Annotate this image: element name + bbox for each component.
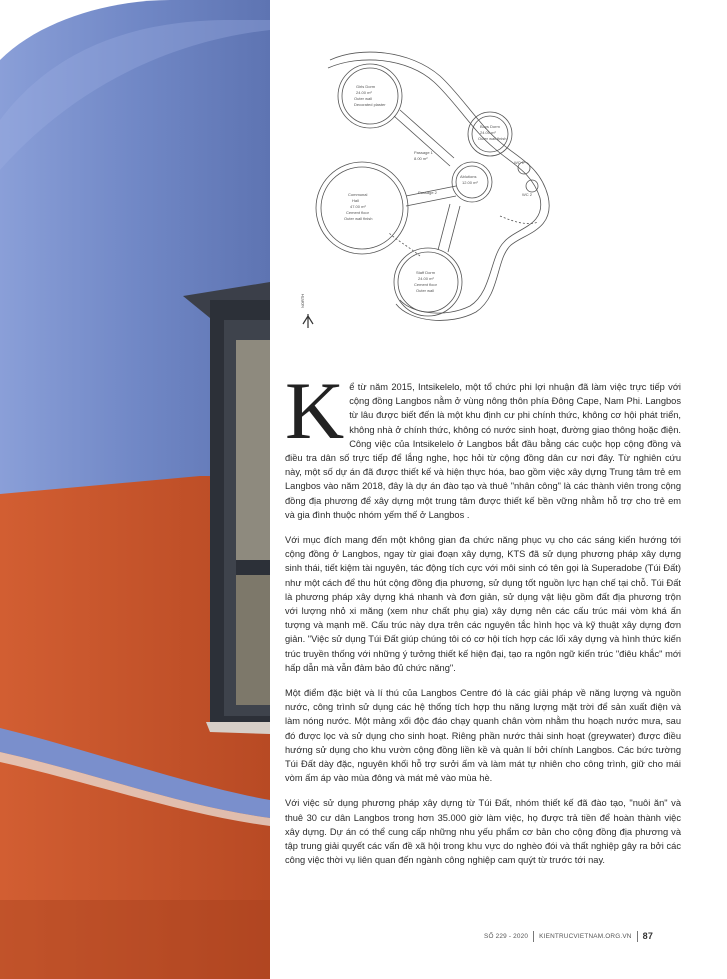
plan-label-wc-1: WC 1 <box>514 160 524 165</box>
paragraph-3: Một điểm đặc biệt và lí thú của Langbos Centre đó là các giải pháp về năng lượng và nguồn nước, công trình sử dụng các hệ thống tích hợp thu năng lượng mặt trời để sản xuất điện và làm nóng nước. Một mảng xối độc đáo chạy quanh chân vòm nhằm thu hoạch nước mưa, sau đó được lọc và sử dụng cho sinh hoạt. Riêng phần nước thải sinh hoạt (greywater) được điều hướng sử dụng cho khu vườn cộng đồng liền kề và quản lí bởi chính Langbos. Các bức tường Túi Đất dày đặc, nguyên khối hỗ trợ sưởi ấm và làm mát tự nhiên cho công trình, giữ cho mái vòm ấm áp vào mùa đông và mát mẻ vào mùa hè. <box>285 688 681 784</box>
floor-plan-drawing <box>300 46 560 332</box>
plan-label-girls-area: 24.00 m² <box>356 90 372 95</box>
page-number: 87 <box>642 931 654 941</box>
site-link[interactable]: KIENTRUCVIETNAM.ORG.VN <box>539 932 632 940</box>
drop-cap: K <box>285 365 345 456</box>
plan-label-communal-area: 47.00 m² <box>350 204 366 209</box>
footer-divider <box>637 931 638 942</box>
paragraph-4: Với việc sử dụng phương pháp xây dựng từ Túi Đất, nhóm thiết kế đã đào tạo, "nuôi ăn" và thuê 30 cư dân Langbos trong hơn 35.000 giờ làm việc, họ được trả tiền để hoàn thành việc xây dựng. Dự án có thể cung cấp những nhu yếu phẩm cơ bản cho cộng đồng địa phương và tập trung giải quyết các vấn đề xã hội trong khu vực do nghèo đói và thất nghiệp gây ra bởi các công việc thời vụ liên quan đến ngành công nghiệp cam quýt từ trước tới nay. <box>285 798 681 866</box>
plan-label-hall: Hall <box>352 198 359 203</box>
plan-label-girls: Girls Dorm <box>356 84 376 89</box>
plan-label-wc-2: WC 2 <box>522 192 532 197</box>
paragraph-1-text: ể từ năm 2015, Intsikelelo, một tổ chức phi lợi nhuận đã làm việc trực tiếp với cộng đồng Langbos nằm ở vùng nông thôn phía Đông Cape, Nam Phi. Langbos từ lâu được biết đến là một khu định cư phi chính thức, không cơ hội phát triển, không nhà ở chính thức, không có nước sinh hoạt, đường giao thông hoặc điện. Công việc của Intsikelelo ở Langbos bắt đầu bằng các cuộc họp cộng đồng và điều tra dân số trực tiếp để lắng nghe, học hỏi từ cộng đồng dân cư nơi đây. Từ nghiên cứu này, một số dự án đã được thiết kế và hiện thực hóa, bao gồm việc xây dựng Trung tâm trẻ em Langbos vào năm 2018, đây là dự án đào tạo và thuê "nhân công" là các thành viên trong cộng đồng địa phương để xây dựng một trung tâm được thiết kế bền vững nhằm hỗ trợ cho trẻ em và gia đình thuộc nhóm yếm thế ở Langbos . <box>285 382 681 520</box>
plan-label-boys: Boys Dorm <box>480 124 500 129</box>
north-label: NORTH <box>300 293 305 308</box>
plan-label-staff-wall: Outer wall <box>416 288 435 293</box>
footer-divider <box>533 931 534 942</box>
building-photo <box>0 0 270 979</box>
page-footer <box>484 929 653 943</box>
plan-label-communal-floor: Cement floor <box>346 210 369 215</box>
floor-plan <box>300 46 560 332</box>
plan-label-ablutions: Ablutions <box>460 174 477 179</box>
plan-label-boys-area: 24.00 m² <box>480 130 496 135</box>
plan-label-staff-area: 24.00 m² <box>418 276 434 281</box>
article-body <box>285 365 681 879</box>
plan-label-passage-1: Passage 1 <box>414 150 433 155</box>
plan-label-girls-wall: Outer wall <box>354 96 373 101</box>
issue-number: SỐ 229 - 2020 <box>484 932 529 940</box>
plan-label-staff: Staff Dorm <box>416 270 436 275</box>
plan-label-girls-finish: Decorated plaster <box>354 102 386 107</box>
dome-wall-illustration <box>0 0 270 979</box>
plan-label-passage-1-area: 8.00 m² <box>414 156 428 161</box>
plan-label-ablutions-area: 12.00 m² <box>462 180 478 185</box>
plan-label-communal-wall: Outer wall finish <box>344 216 373 221</box>
plan-label-staff-floor: Cement floor <box>414 282 437 287</box>
plan-label-communal: Communal <box>348 192 368 197</box>
paragraph-2: Với mục đích mang đến một không gian đa chức năng phục vụ cho các sáng kiến hướng tới cộng đồng ở Langbos, ngay từ giai đoạn xây dựng, KTS đã sử dụng phương pháp xây dựng sinh thái, tiết kiệm tài nguyên, tác động tích cực với môi sinh có tên gọi là Superadobe (Túi Đất) như một cách để thu hút cộng đồng địa phương, sử dụng tốt nguồn lực hạn chế tại chỗ. Túi Đất là phương pháp xây dựng khá nhanh và đơn giản, sử dụng vật liệu gồm đất địa phương trộn với lượng nhỏ xi măng (xem như chất phụ gia) xây dựng nên các cấu trúc mái vòm khá ấn tượng và mạnh mẽ. Cấu trúc này dựa trên các nguyên tắc hình học và kỹ thuật xây dựng đơn giản. "Việc sử dụng Túi Đất giúp chúng tôi có cơ hội tích hợp các lối xây dựng và hình thức kiến trúc truyền thống với những ý tưởng thiết kế hiện đại, tạo ra ngôn ngữ kiến trúc "điêu khắc" mới hấp dẫn mà vẫn đảm bảo đủ chức năng". <box>285 535 681 673</box>
plan-label-passage-2: Passage 2 <box>418 190 437 195</box>
paragraph-1 <box>285 365 681 522</box>
plan-label-boys-wall: Outer wall finish <box>478 136 507 141</box>
